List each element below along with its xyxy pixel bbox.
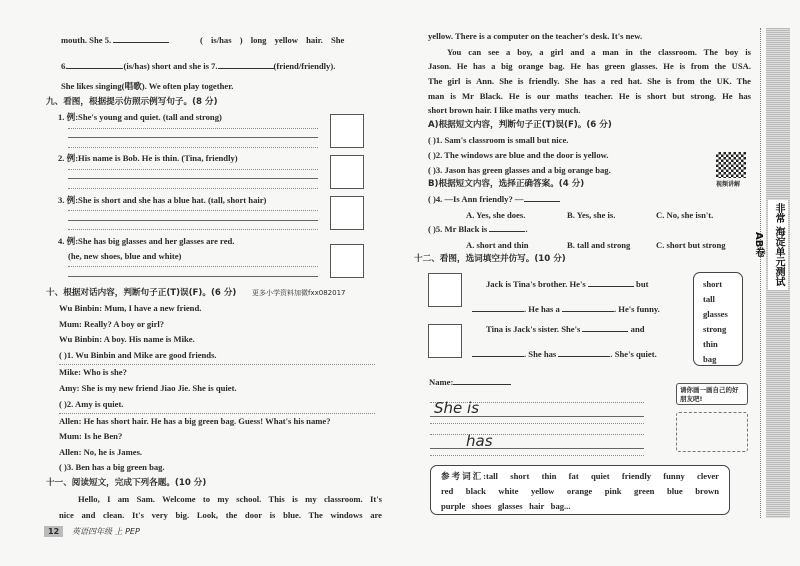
- blank[interactable]: [472, 311, 524, 312]
- blank[interactable]: [472, 356, 524, 357]
- section-b-title: B)根据短文内容，选择正确答案。(4 分): [428, 179, 585, 189]
- text: . He has a: [524, 304, 560, 314]
- blank[interactable]: [562, 311, 614, 312]
- side-strip: [766, 260, 790, 518]
- section-11-title: 十一、阅读短文，完成下列各题。(10 分): [46, 478, 207, 488]
- option[interactable]: A. short and thin: [466, 240, 529, 250]
- page-number: 12: [44, 526, 63, 537]
- q9-3: 3. 例:She is short and she has a blue hat. (tall, short hair): [58, 195, 267, 205]
- passage-line: yellow. There is a computer on the teacher's desk. It's new.: [428, 31, 643, 41]
- q9-4-hint: (he, new shoes, blue and white): [68, 251, 182, 261]
- passage-line: man is Mr Black. He is our maths teacher. He is short but strong. He has: [428, 91, 751, 101]
- blank[interactable]: [558, 356, 610, 357]
- speech-bubble: 请你画一画自己的好朋友吧!: [676, 383, 748, 405]
- word: thin: [703, 339, 718, 349]
- text-line: [61, 35, 169, 46]
- dialog-line: Mike: Who is she?: [59, 367, 127, 377]
- blank[interactable]: [588, 286, 634, 287]
- text: ( )5. Mr Black is: [428, 224, 488, 234]
- passage-line: short brown hair. I like maths very much.: [428, 105, 581, 115]
- name-label: Name:: [429, 377, 454, 387]
- word: strong: [703, 324, 727, 334]
- jack-picture: [428, 273, 462, 307]
- blank[interactable]: [489, 231, 525, 232]
- text: and: [630, 324, 645, 334]
- jack-sentence: [486, 279, 648, 290]
- tf-question[interactable]: ( )3. Jason has green glasses and a big orange bag.: [428, 165, 611, 175]
- text: Jack is Tina's brother. He's: [486, 279, 586, 289]
- mc-question-4: [428, 194, 560, 205]
- q9-4: 4. 例:She has big glasses and her glasses are red.: [58, 236, 235, 246]
- q9-2: 2. 例:His name is Bob. He is thin. (Tina, friendly): [58, 153, 238, 163]
- text: (friend/friendly).: [273, 61, 336, 71]
- handwriting-has: has: [466, 432, 493, 450]
- word-bank: [693, 272, 743, 366]
- dialog-line: Wu Binbin: Mum, I have a new friend.: [59, 303, 202, 313]
- text: mouth. She 5.: [61, 35, 112, 45]
- text-line: She likes singing(唱歌). We often play together.: [61, 81, 234, 91]
- dialog-line: Amy: She is my new friend Jiao Jie. She is quiet.: [59, 383, 237, 393]
- tina-sentence: [486, 324, 645, 335]
- text: but: [636, 279, 649, 289]
- option[interactable]: C. short but strong: [656, 240, 726, 250]
- blank-5[interactable]: [113, 42, 169, 43]
- passage-line: Hello, I am Sam. Welcome to my school. This is my classroom. It's: [78, 494, 382, 504]
- girl-picture: [330, 155, 364, 189]
- word: short: [703, 279, 723, 289]
- dialog-line: Allen: He has short hair. He has a big green bag. Guess! What's his name?: [59, 416, 331, 426]
- text: Tina is Jack's sister. She's: [486, 324, 581, 334]
- word: bag: [703, 354, 717, 364]
- option[interactable]: B. tall and strong: [567, 240, 631, 250]
- boy-picture: [330, 114, 364, 148]
- option[interactable]: A. Yes, she does.: [466, 210, 526, 220]
- tf-question-3[interactable]: ( )3. Ben has a big green bag.: [59, 462, 165, 472]
- dialog-line: Mum: Really? A boy or girl?: [59, 319, 165, 329]
- passage-line: The girl is Ann. She is friendly. She has a red hat. She is from the UK. The: [428, 76, 751, 86]
- word: tall: [703, 294, 715, 304]
- tina-sentence: [472, 349, 657, 360]
- reference-words: [430, 465, 730, 515]
- jack-sentence: [472, 304, 660, 315]
- q9-1: 1. 例:She's young and quiet. (tall and strong): [58, 112, 222, 122]
- shoes-picture: [330, 244, 364, 278]
- note: 更多小学资料加微fxx082017: [252, 289, 346, 297]
- text-line: [61, 61, 335, 72]
- blank-6[interactable]: [67, 68, 123, 69]
- text: (is/has) short and she is 7.: [123, 61, 218, 71]
- tf-question-2[interactable]: ( )2. Amy is quiet.: [59, 399, 124, 409]
- text: . He's funny.: [613, 304, 660, 314]
- name-blank[interactable]: [453, 384, 511, 385]
- section-10-title: 十、根据对话内容，判断句子正(T)误(F)。(6 分): [46, 288, 237, 298]
- ref-line: purple shoes glasses hair bag...: [441, 501, 571, 511]
- qr-code[interactable]: [716, 152, 746, 178]
- woman-picture: [330, 196, 364, 230]
- text: . She has: [524, 349, 557, 359]
- footer: 英语四年级 上 PEP: [72, 527, 140, 536]
- word: glasses: [703, 309, 728, 319]
- blank[interactable]: [524, 201, 560, 202]
- text: . She's quiet.: [610, 349, 657, 359]
- text: 6.: [61, 61, 68, 71]
- option[interactable]: B. Yes, she is.: [567, 210, 616, 220]
- tina-picture: [428, 324, 462, 358]
- ref-line: red black white yellow orange pink green blue brown: [441, 486, 719, 496]
- passage-line: You can see a boy, a girl and a man in the classroom. The boy is: [447, 47, 751, 57]
- blank[interactable]: [582, 331, 628, 332]
- passage-line: Jason. He has a big orange bag. He has green glasses. He is from the USA.: [428, 61, 751, 71]
- section-12-title: 十二、看图，选词填空并仿写。(10 分): [414, 254, 566, 264]
- tf-question[interactable]: ( )2. The windows are blue and the door is yellow.: [428, 150, 609, 160]
- text-line: ( is/has ) long yellow hair. She: [200, 35, 345, 45]
- blank-7[interactable]: [218, 68, 274, 69]
- tf-question-1[interactable]: ( )1. Wu Binbin and Mike are good friends.: [59, 350, 217, 360]
- option[interactable]: C. No, she isn't.: [656, 210, 714, 220]
- tf-question[interactable]: ( )1. Sam's classroom is small but nice.: [428, 135, 569, 145]
- handwriting-she-is: She is: [434, 399, 480, 417]
- passage-line: nice and clean. It's very big. Look, the door is blue. The windows are: [59, 510, 382, 520]
- section-a-title: A)根据短文内容，判断句子正(T)误(F)。(6 分): [428, 120, 612, 130]
- name-field: [429, 377, 511, 388]
- text: ( )4. —Is Ann friendly? —: [428, 194, 524, 204]
- qr-label: 视频讲解: [716, 181, 741, 188]
- brand-logo: 非常 海淀单元测试AB卷: [768, 200, 788, 290]
- dialog-line: Mum: Is he Ben?: [59, 431, 123, 441]
- dialog-line: Allen: No, he is James.: [59, 447, 143, 457]
- mc-question-5: ( )5. Mr Black is .: [428, 224, 528, 234]
- drawing-area[interactable]: [676, 412, 748, 452]
- dialog-line: Wu Binbin: A boy. His name is Mike.: [59, 334, 195, 344]
- section-9-title: 九、看图，根据提示仿照示例写句子。(8 分): [46, 97, 218, 107]
- ref-line: 参考词汇:tall short thin fat quiet friendly funny clever: [441, 471, 719, 481]
